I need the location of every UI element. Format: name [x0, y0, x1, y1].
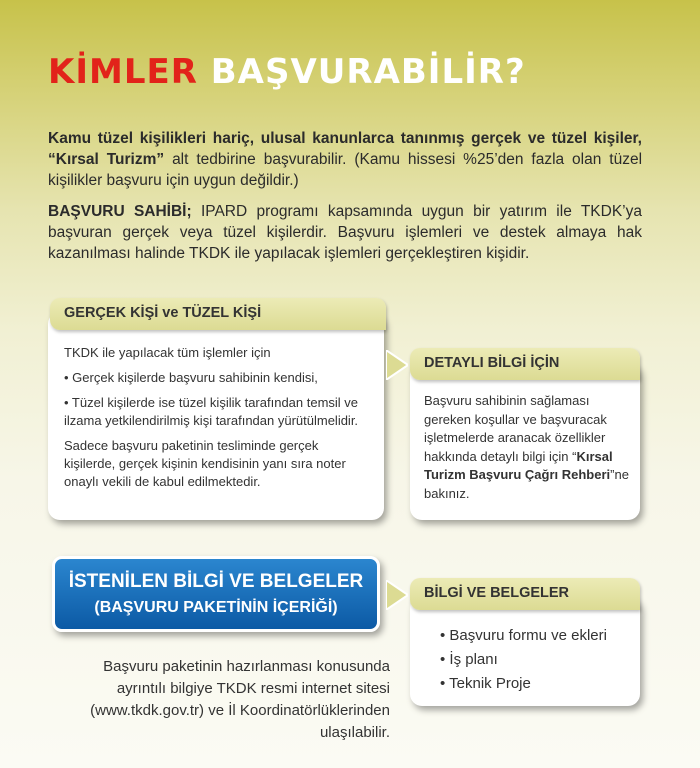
intro-p2-rest: IPARD programı kapsamında uygun bir yatırım ile TKDK’ya başvuran gerçek veya tüzel kişilerdir. Başvuru işlemleri ve destek almaya hak kazanılması halinde TKDK ile yapılacak işlemleri gerçekleştiren kişidir. — [48, 203, 642, 262]
list-item: • Başvuru formu ve ekleri — [440, 627, 607, 644]
persons-line-3: • Tüzel kişilerde ise tüzel kişilik tarafından temsil ve ilzama yetkilendirilmiş kişi tarafından yürütülmelidir. — [64, 395, 359, 428]
title-part-1: KİMLER — [48, 52, 198, 92]
details-text-2: ”ne bakınız. — [424, 467, 629, 501]
required-documents-banner — [52, 556, 380, 632]
persons-line-4: Sadece başvuru paketinin tesliminde gerçek kişilerde, gerçek kişinin kendisinin yanı sıra noter onaylı vekili de kabul edilmektedir. — [64, 438, 346, 489]
persons-card-body — [64, 344, 370, 498]
documents-list — [440, 626, 630, 698]
banner-line-2: (BAŞVURU PAKETİNİN İÇERİĞİ) — [94, 599, 338, 616]
intro-paragraph-1 — [48, 128, 642, 191]
list-item: • İş planı — [440, 651, 498, 668]
arrow-right-icon — [386, 580, 408, 610]
arrow-right-icon — [386, 350, 408, 380]
details-card-body — [424, 392, 630, 503]
intro-text — [48, 128, 642, 264]
details-text-1: Başvuru sahibinin sağlaması gereken koşullar ve başvuracak işletmelerde aranacak özellikler hakkında detaylı bilgi için “ — [424, 393, 607, 464]
persons-card-heading: GERÇEK KİŞİ ve TÜZEL KİŞİ — [50, 298, 386, 330]
intro-p2-bold: BAŞVURU SAHİBİ; — [48, 203, 192, 220]
intro-p1-bold: Kamu tüzel kişilikleri hariç, ulusal kanunlarca tanınmış gerçek ve tüzel kişiler, “Kırsal Turizm” — [48, 130, 642, 168]
documents-card-heading: BİLGİ VE BELGELER — [410, 578, 640, 610]
page-title — [48, 52, 526, 92]
banner-line-1: İSTENİLEN BİLGİ VE BELGELER — [68, 571, 364, 592]
details-guide-name: Kırsal Turizm Başvuru Çağrı Rehberi — [424, 448, 613, 482]
bottom-note: Başvuru paketinin hazırlanması konusunda ayrıntılı bilgiye TKDK resmi internet sitesi (www.tkdk.gov.tr) ve İl Koordinatörlüklerinden ulaşılabilir. — [90, 658, 390, 741]
list-item: • Teknik Proje — [440, 675, 531, 692]
intro-p1-rest: alt tedbirine başvurabilir. (Kamu hissesi %25’den fazla olan tüzel kişilikler başvuru için uygun değildir.) — [48, 151, 643, 189]
persons-line-2: • Gerçek kişilerde başvuru sahibinin kendisi, — [64, 370, 318, 385]
persons-line-1: TKDK ile yapılacak tüm işlemler için — [64, 345, 271, 360]
intro-paragraph-2 — [48, 201, 642, 264]
details-card-heading: DETAYLI BİLGİ İÇİN — [410, 348, 640, 380]
title-part-2: BAŞVURABİLİR? — [210, 52, 526, 92]
